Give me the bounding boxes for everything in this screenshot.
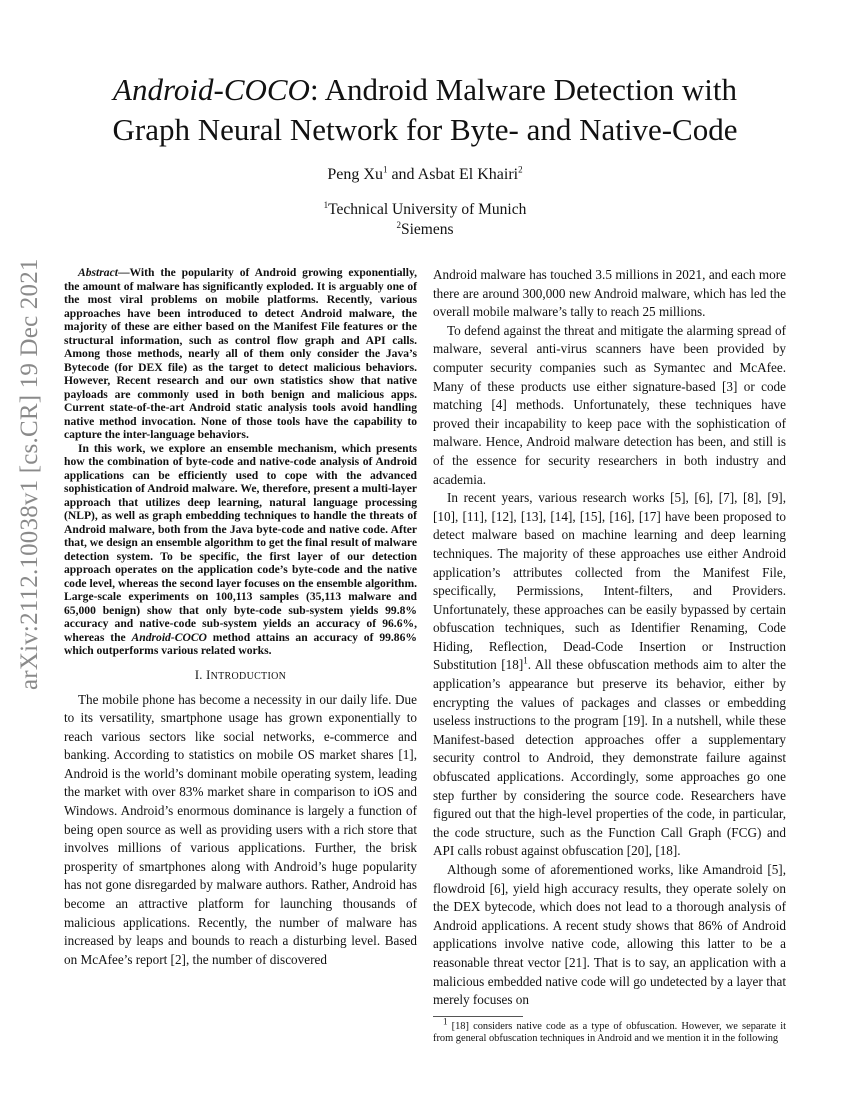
intro-paragraph-3a: In recent years, various research works [5], [6], [7], [8], [9], [10], [11], [12], [13], [14], [15], [16], [17] have been proposed to detect malware based on machine learning and deep learning techniques. The majority of these approaches use either Android application’s attributes collected from the Manifest File, specifically, Permissions, Intent-filters, and Providers. Unfortunately, these approaches can be easily bypassed by certain obfuscation techniques, such as Identifier Renaming, Code Hiding, Reflection, Dead-Code Insertion or Instruction Substitution [18] xyxy=(433,490,786,673)
intro-paragraph-4: Although some of aforementioned works, like Amandroid [5], flowdroid [6], yield high accuracy results, they operate solely on the DEX bytecode, which does not lead to a thorough analysis of Android applications. A recent study shows that 86% of Android applications involve native code, allowing this latter to be a reasonable threat vector [21]. That is to say, an application with a malicious embedded native code will go undetected by a layer that merely focuses on xyxy=(433,862,786,1008)
title-line1-rest: : Android Malware Detection with xyxy=(309,72,737,107)
intro-paragraph-1: The mobile phone has become a necessity in our daily life. Due to its versatility, smartphone usage has grown exponentially to reach various sectors like social networks, e-commerce and banking. According to statistics on mobile OS market shares [1], Android is the world’s dominant mobile operating system, leading the market with over 83% market share in comparison to iOS and Windows. Android’s enormous dominance is largely a function of being open source as well as providing users with a rich store that involves millions of various applications. Further, the brisk prosperity of smartphones along with Android’s huge popularity has not gone disregarded by malware authors. Rather, Android has become an attractive platform for launching thousands of malicious applications. Recently, the number of malware has increased by leaps and bounds to reach a disturbing level. Based on McAfee’s report [2], the number of discovered xyxy=(64,691,417,967)
abstract-text-1: —With the popularity of Android growing exponentially, the amount of malware has significantly exploded. It is arguably one of the most viral problems on mobile platforms. Recently, various approaches have been introduced to detect Android malware, the majority of these are either based on the Manifest File features or the structural information, such as control flow graph and API calls. Among those methods, nearly all of them only consider the Java’s Bytecode (for DEX file) as the target to detect malicious behaviors. However, Recent research and our own statistics show that native payloads are commonly used in both benign and malicious apps. Current state-of-the-art Android static analysis tools avoid handling native method invocation. None of those tools have the capability to capture the inter-language behaviors. xyxy=(64,266,417,441)
section-heading-introduction xyxy=(64,668,417,683)
abstract-text-2b: method attains an accuracy of 99.86% which outperforms various related works. xyxy=(64,630,417,657)
authors xyxy=(0,166,850,184)
abstract-label: Abstract xyxy=(78,266,118,279)
author-1-affil: 1 xyxy=(382,164,388,175)
left-column xyxy=(64,266,417,969)
left-body xyxy=(64,691,417,970)
footnote-text: [18] considers native code as a type of obfuscation. However, we separate it from general obfuscation techniques in Android and we mention it in the following xyxy=(433,1020,786,1045)
right-column xyxy=(433,266,786,1046)
intro-paragraph-3 xyxy=(433,489,786,861)
footnote-number: 1 xyxy=(443,1016,448,1027)
author-2: Asbat El Khairi xyxy=(417,166,519,183)
affiliation-2-sup: 2 xyxy=(396,219,401,230)
intro-paragraph-continued: Android malware has touched 3.5 millions in 2021, and each more there are around 300,000 new Android malware, which has led the overall mobile malware’s tally to reach 25 millions. xyxy=(433,267,786,320)
affiliation-1 xyxy=(0,200,850,220)
title-line2: Graph Neural Network for Byte- and Native-Code xyxy=(112,112,738,147)
affiliation-1-name: Technical University of Munich xyxy=(328,201,527,218)
affiliation-1-sup: 1 xyxy=(323,199,329,210)
affiliations xyxy=(0,200,850,240)
author-1: Peng Xu xyxy=(327,166,383,183)
abstract-text-2a: In this work, we explore an ensemble mechanism, which presents how the combination of byte-code and native-code analysis of Android applications can be efficiently used to cope with the advanced sophistication of Android malware. We, therefore, present a multi-layer approach that utilizes deep learning, natural language processing (NLP), as well as graph embedding techniques to handle the threats of Android malware, both from the Java byte-code and native code. After that, we design an ensemble algorithm to get the final result of malware detection system. To be specific, the first layer of our detection approach operates on the application code’s byte-code and the native code level, whereas the second layer focuses on the ensemble algorithm. Large-scale experiments on 100,113 samples (35,113 malware and 65,000 benign) show that only byte-code sub-system yields 99.8% accuracy and native-code sub-system yields an accuracy of 96.6%, whereas the xyxy=(64,441,417,644)
paper-title xyxy=(60,70,790,150)
abstract xyxy=(64,266,417,658)
title-italic-name: Android-COCO xyxy=(113,72,310,107)
right-body xyxy=(433,266,786,1010)
affiliation-2 xyxy=(0,220,850,240)
author-conjunction: and xyxy=(387,166,418,183)
section-first-letter: I xyxy=(206,667,211,682)
arxiv-identifier: arXiv:2112.10038v1 [cs.CR] 19 Dec 2021 xyxy=(16,258,43,690)
intro-paragraph-3b: . All these obfuscation methods aim to alter the application’s appearance but preserve its behavior, either by encrypting the values of packages and classes or embedding useless instructions to the program [19]. In a nutshell, while these Manifest-based detection approaches offer a supplementary security control to Android, they demonstrate failure against obfuscated applications. Accordingly, some approaches go one step further by considering the source code. Researchers have figured out that the high-level properties of the code, in particular, the code structure, such as the Function Call Graph (FCG) and API calls robust against obfuscation [20], [18]. xyxy=(433,657,786,859)
footnote-marker: 1 xyxy=(523,656,528,667)
author-2-affil: 2 xyxy=(518,164,523,175)
affiliation-2-name: Siemens xyxy=(400,221,454,238)
abstract-paragraph-1 xyxy=(64,266,417,442)
intro-paragraph-2: To defend against the threat and mitigate the alarming spread of malware, several anti-virus scanners have been provided by computer security companies such as Symantec and McAfee. Many of these products use either signature-based [3] or code matching [4] methods. Unfortunately, these techniques have proved their incapability to keep pace with the sophistication of malware. Hence, Android malware detection has been, and still is of the essence for security researchers in both industry and academia. xyxy=(433,322,786,487)
section-number: I. xyxy=(194,667,207,682)
section-title-caps: NTRODUCTION xyxy=(210,670,287,682)
abstract-paragraph-2 xyxy=(64,442,417,658)
footnote xyxy=(433,1016,786,1046)
abstract-method-name: Android-COCO xyxy=(131,630,207,644)
